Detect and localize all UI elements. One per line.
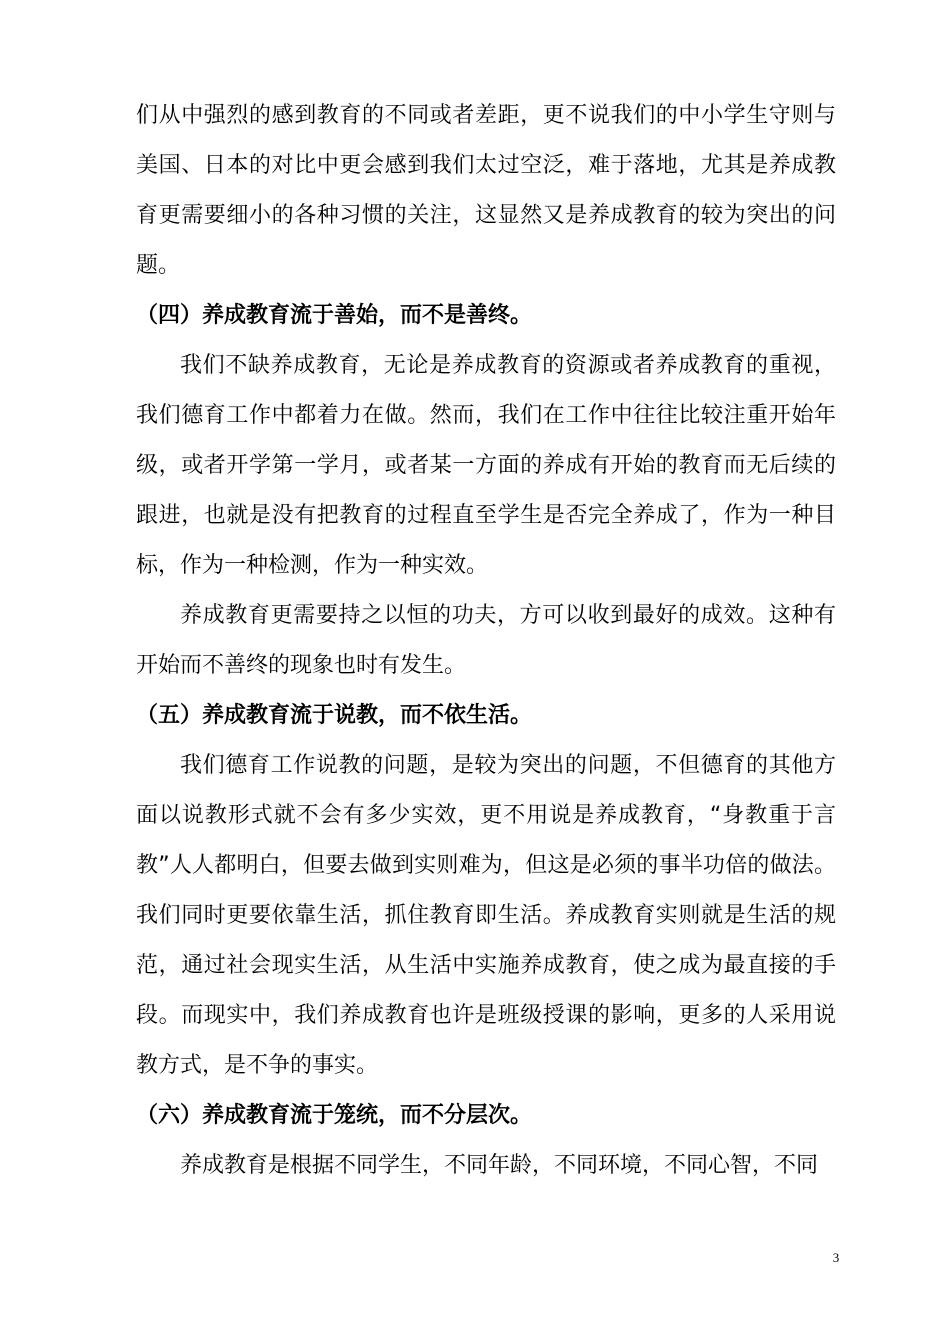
paragraph-section-6-body: 养成教育是根据不同学生，不同年龄，不同环境，不同心智，不同	[180, 1153, 819, 1178]
page-number: 3	[832, 1250, 840, 1265]
section-heading-5: （五）养成教育流于说教，而不依生活。	[136, 703, 533, 728]
paragraph-continuation: 们从中强烈的感到教育的不同或者差距，更不说我们的中小学生守则与美国、日本的对比中更会感到我们太过空泛，难于落地，尤其是养成教育更需要细小的各种习惯的关注，这显然又是养成教育的较为突出的问题。	[136, 103, 836, 278]
paragraph-section-5-body: 我们德育工作说教的问题，是较为突出的问题，不但德育的其他方面以说教形式就不会有多少实效，更不用说是养成教育，“身教重于言教”人人都明白，但要去做到实则难为，但这是必须的事半功倍的做法。我们同时更要依靠生活，抓住教育即生活。养成教育实则就是生活的规范，通过社会现实生活，从生活中实施养成教育，使之成为最直接的手段。而现实中，我们养成教育也许是班级授课的影响，更多的人采用说教方式，是不争的事实。	[136, 753, 836, 1078]
paragraph-section-4-body: 我们不缺养成教育，无论是养成教育的资源或者养成教育的重视，我们德育工作中都着力在做。然而，我们在工作中往往比较注重开始年级，或者开学第一学月，或者某一方面的养成有开始的教育而无后续的跟进，也就是没有把教育的过程直至学生是否完全养成了，作为一种目标，作为一种检测，作为一种实效。	[136, 353, 836, 578]
section-heading-4: （四）养成教育流于善始，而不是善终。	[136, 303, 533, 328]
section-heading-6: （六）养成教育流于笼统，而不分层次。	[136, 1103, 533, 1128]
paragraph-section-4-conclusion: 养成教育更需要持之以恒的功夫，方可以收到最好的成效。这种有开始而不善终的现象也时有发生。	[136, 603, 836, 678]
document-body	[136, 91, 836, 1191]
